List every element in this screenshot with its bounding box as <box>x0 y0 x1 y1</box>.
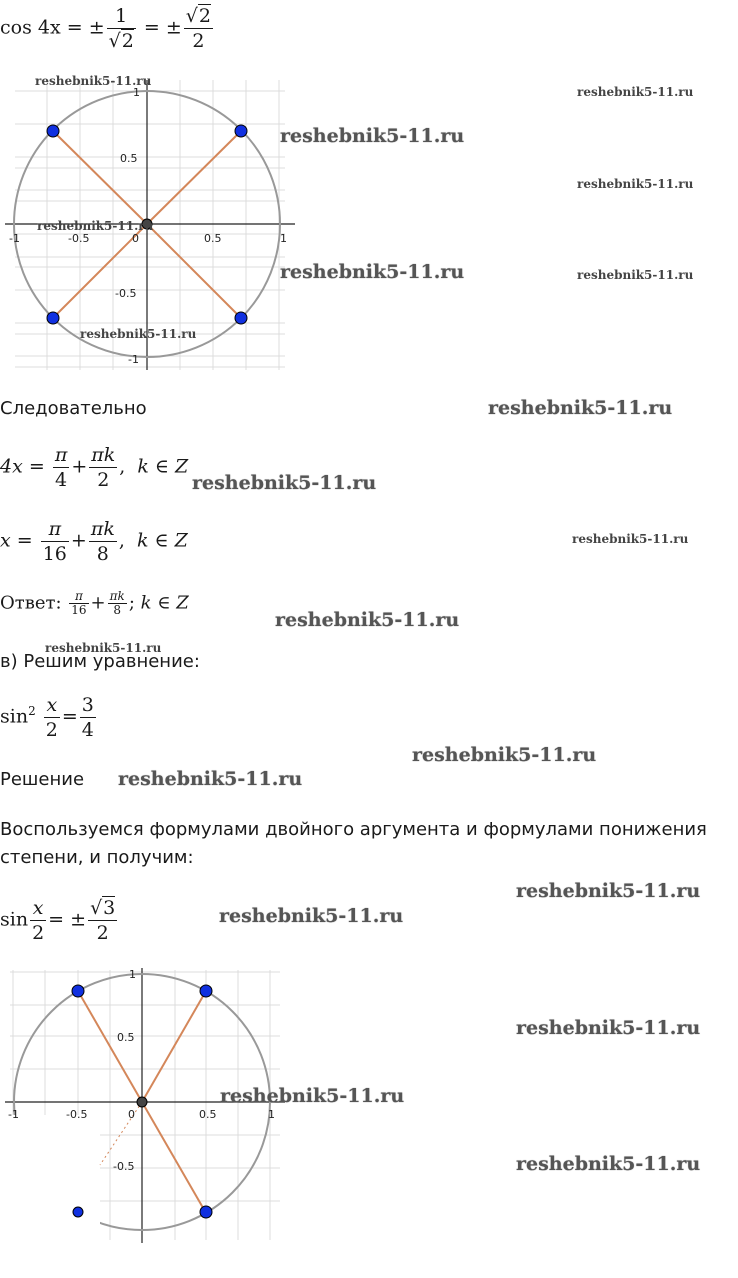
watermark: reshebnik5-11.ru <box>80 327 197 341</box>
erased-region <box>0 1115 100 1240</box>
numerator: √2 <box>185 5 211 27</box>
formula-4x: 4x = $\frac{\pi}{4}$ + $\frac{\pi k}{2}$ , k ∈ Z <box>0 444 189 491</box>
paragraph-text: степени, и получим: <box>0 847 194 868</box>
formula-sin-x2: sin $\frac{x}{2}$ = ± $\frac{√3}{2}$ <box>0 897 116 944</box>
watermark: reshebnik5-11.ru <box>280 125 465 147</box>
radius-q3-faint <box>100 1102 142 1165</box>
x-tick-label: -0.5 <box>66 1108 88 1121</box>
numerator: πk <box>109 589 125 603</box>
numerator: πk <box>91 444 116 466</box>
fraction <box>88 896 117 945</box>
k-set: k ∈ Z <box>140 592 189 614</box>
sqrt-arg: 3 <box>103 897 116 919</box>
formula-lhs: cos 4x <box>0 16 61 39</box>
pm-sign: ± <box>70 908 87 931</box>
radius-q4 <box>147 224 241 318</box>
watermark: reshebnik5-11.ru <box>577 268 694 282</box>
denominator: 2 <box>97 469 110 491</box>
watermark: reshebnik5-11.ru <box>220 1085 405 1107</box>
k-set: k ∈ Z <box>137 455 189 478</box>
fraction <box>184 4 213 53</box>
point-q2 <box>47 125 59 137</box>
numerator: π <box>41 517 69 542</box>
point-q1 <box>200 985 212 997</box>
watermark: reshebnik5-11.ru <box>577 177 694 191</box>
formula-sin2: $\sin^2$ $\frac{x}{2}$ = $\frac{3}{4}$ <box>0 694 94 741</box>
watermark: reshebnik5-11.ru <box>577 85 694 99</box>
fraction <box>108 590 127 617</box>
watermark: reshebnik5-11.ru <box>412 744 597 766</box>
point-q3 <box>73 1207 83 1217</box>
numerator: 1 <box>107 4 136 29</box>
sqrt-arg: 2 <box>121 30 134 52</box>
denominator: 8 <box>96 543 109 565</box>
denominator: 16 <box>71 603 87 617</box>
x-tick-label: -1 <box>8 1108 19 1121</box>
numerator: 3 <box>81 694 94 716</box>
watermark: reshebnik5-11.ru <box>118 768 303 790</box>
watermark: reshebnik5-11.ru <box>192 472 377 494</box>
numerator: √3 <box>90 897 116 919</box>
eq-sign: = <box>143 16 160 39</box>
formula-lhs: sin <box>0 705 29 728</box>
fraction <box>89 443 117 492</box>
x-tick-label: 1 <box>268 1108 275 1121</box>
watermark: reshebnik5-11.ru <box>516 1017 701 1039</box>
numerator: πk <box>90 518 115 540</box>
y-tick-label: -0.5 <box>113 1160 135 1173</box>
watermark: reshebnik5-11.ru <box>37 219 154 233</box>
formula-x: x = $\frac{\pi}{16}$ + $\frac{\pi k}{8}$ , k ∈ Z <box>0 518 188 565</box>
numerator: x <box>30 896 46 921</box>
watermark: reshebnik5-11.ru <box>488 397 673 419</box>
paragraph-text: Решение <box>0 769 85 790</box>
fraction <box>80 693 96 742</box>
radius-q1 <box>147 131 241 224</box>
x-tick-label: 0 <box>132 232 139 245</box>
radius-q4 <box>142 1102 206 1213</box>
watermark: reshebnik5-11.ru <box>219 905 404 927</box>
denominator: 4 <box>55 469 68 491</box>
denominator: √2 <box>108 30 134 52</box>
x-tick-label: -1 <box>9 232 20 245</box>
formula-lhs: 4x <box>0 455 23 478</box>
pm-sign: ± <box>165 16 182 39</box>
x-tick-label: 0.5 <box>199 1108 217 1121</box>
watermark: reshebnik5-11.ru <box>35 74 152 88</box>
fraction <box>53 443 70 492</box>
watermark: reshebnik5-11.ru <box>280 261 465 283</box>
radius-q2 <box>53 131 147 224</box>
y-tick-label: 1 <box>129 968 136 981</box>
watermark: reshebnik5-11.ru <box>516 880 701 902</box>
sqrt-arg: 2 <box>198 5 211 27</box>
answer-label: Ответ: <box>0 592 62 614</box>
x-tick-label: 0 <box>128 1108 135 1121</box>
y-tick-label: -1 <box>128 353 139 366</box>
denominator: 2 <box>45 719 58 741</box>
denominator: 2 <box>192 30 205 52</box>
watermark: reshebnik5-11.ru <box>572 532 689 546</box>
paragraph-text: в) Решим уравнение: <box>0 651 200 672</box>
numerator: π <box>54 444 68 466</box>
denominator: 2 <box>96 922 109 944</box>
x-tick-label: 0.5 <box>204 232 222 245</box>
denominator: 8 <box>113 603 122 617</box>
pm-sign: ± <box>88 16 105 39</box>
denominator: 4 <box>81 719 94 741</box>
fraction <box>41 517 69 566</box>
answer-line: Ответ: $\frac{\pi}{16}$ + $\frac{\pi k}{8}$ ; k ∈ Z <box>0 589 189 617</box>
paragraph-text: Воспользуемся формулами двойного аргумента и формулами понижения <box>0 819 707 840</box>
denominator: 16 <box>42 543 67 565</box>
exponent: 2 <box>28 704 36 719</box>
fraction <box>30 896 46 945</box>
y-tick-label: 0.5 <box>117 1031 135 1044</box>
fraction <box>89 517 117 566</box>
fraction <box>69 590 88 617</box>
point-q4 <box>200 1206 212 1218</box>
point-q4 <box>235 312 247 324</box>
y-tick-label: 0.5 <box>120 152 138 165</box>
paragraph-text: Следовательно <box>0 398 147 419</box>
fraction <box>107 4 136 53</box>
eq-sign: = <box>66 16 83 39</box>
denominator: 2 <box>32 922 45 944</box>
origin-point <box>137 1097 147 1107</box>
radius-q1 <box>142 991 206 1102</box>
numerator: x <box>44 693 60 718</box>
formula-lhs: sin <box>0 908 29 931</box>
watermark: reshebnik5-11.ru <box>516 1153 701 1175</box>
formula-cos4x <box>0 4 215 53</box>
y-tick-label: -0.5 <box>115 287 137 300</box>
x-tick-label: 1 <box>280 232 287 245</box>
k-set: k ∈ Z <box>136 529 188 552</box>
point-q1 <box>235 125 247 137</box>
numerator: π <box>69 590 88 604</box>
y-tick-label: 1 <box>133 86 140 99</box>
point-q3 <box>47 312 59 324</box>
watermark: reshebnik5-11.ru <box>45 641 162 655</box>
x-tick-label: -0.5 <box>68 232 90 245</box>
formula-lhs: x <box>0 529 11 552</box>
fraction <box>44 693 60 742</box>
point-q2 <box>72 985 84 997</box>
watermark: reshebnik5-11.ru <box>275 609 460 631</box>
